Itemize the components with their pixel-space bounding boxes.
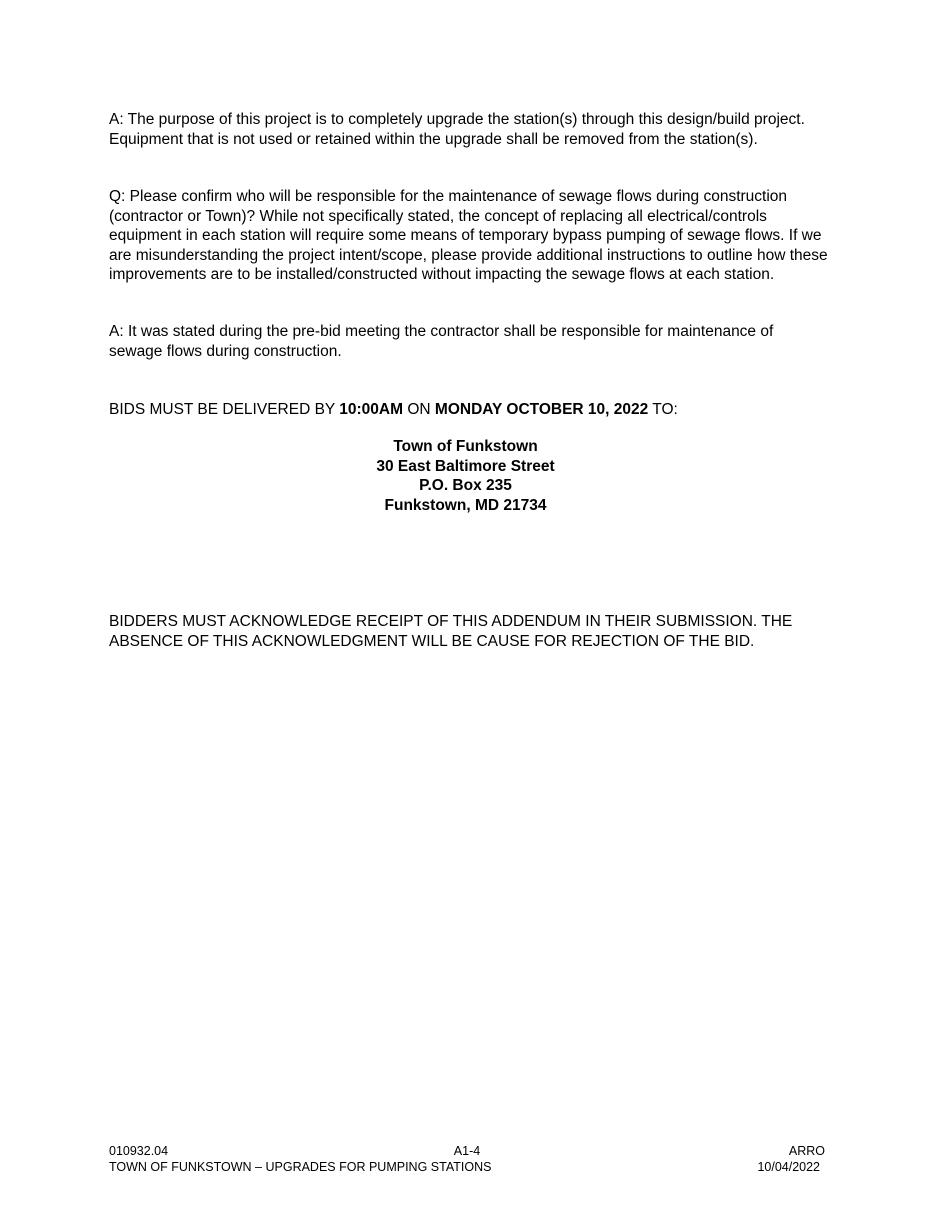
address-city: Funkstown, MD 21734 (384, 496, 547, 514)
bid-deadline-time: 10:00AM (339, 401, 404, 418)
bid-deadline-line (109, 400, 829, 420)
acknowledgment-notice: BIDDERS MUST ACKNOWLEDGE RECEIPT OF THIS ADDENDUM IN THEIR SUBMISSION. THE ABSENCE OF THIS ACKNOWLEDGMENT WILL BE CAUSE FOR REJECTION OF THE BID. (109, 613, 793, 650)
answer-paragraph-1: A: The purpose of this project is to completely upgrade the station(s) through this design/build project. Equipment that is not used or retained within the upgrade shall be removed from the station(s). (109, 111, 805, 148)
delivery-address (0, 437, 931, 515)
footer-project-number: 010932.04 (109, 1144, 169, 1158)
address-name: Town of Funkstown (393, 438, 538, 455)
bid-deadline-date: MONDAY OCTOBER 10, 2022 (434, 401, 649, 418)
footer-date: 10/04/2022 (757, 1160, 820, 1174)
address-street: 30 East Baltimore Street (376, 457, 555, 475)
answer-paragraph-2: A: It was stated during the pre-bid meeting the contractor shall be responsible for maintenance of sewage flows during construction. (109, 323, 774, 360)
bid-deadline-suffix: TO: (648, 401, 678, 418)
footer-page-number: A1-4 (453, 1144, 481, 1158)
footer-project-title: TOWN OF FUNKSTOWN – UPGRADES FOR PUMPING STATIONS (109, 1160, 492, 1174)
question-paragraph-2: Q: Please confirm who will be responsible for the maintenance of sewage flows during construction (contractor or Town)? While not specifically stated, the concept of replacing all electrical/controls equipment in each station will require some means of temporary bypass pumping of sewage flows. If we are misunderstanding the project intent/scope, please provide additional instructions to outline how these improvements are to be installed/constructed without impacting the sewage flows at each station. (109, 188, 828, 283)
bid-deadline-on: ON (403, 401, 435, 418)
bid-deadline-prefix: BIDS MUST BE DELIVERED BY (109, 401, 340, 418)
address-po-box: P.O. Box 235 (419, 477, 512, 494)
footer-company: ARRO (788, 1144, 825, 1158)
